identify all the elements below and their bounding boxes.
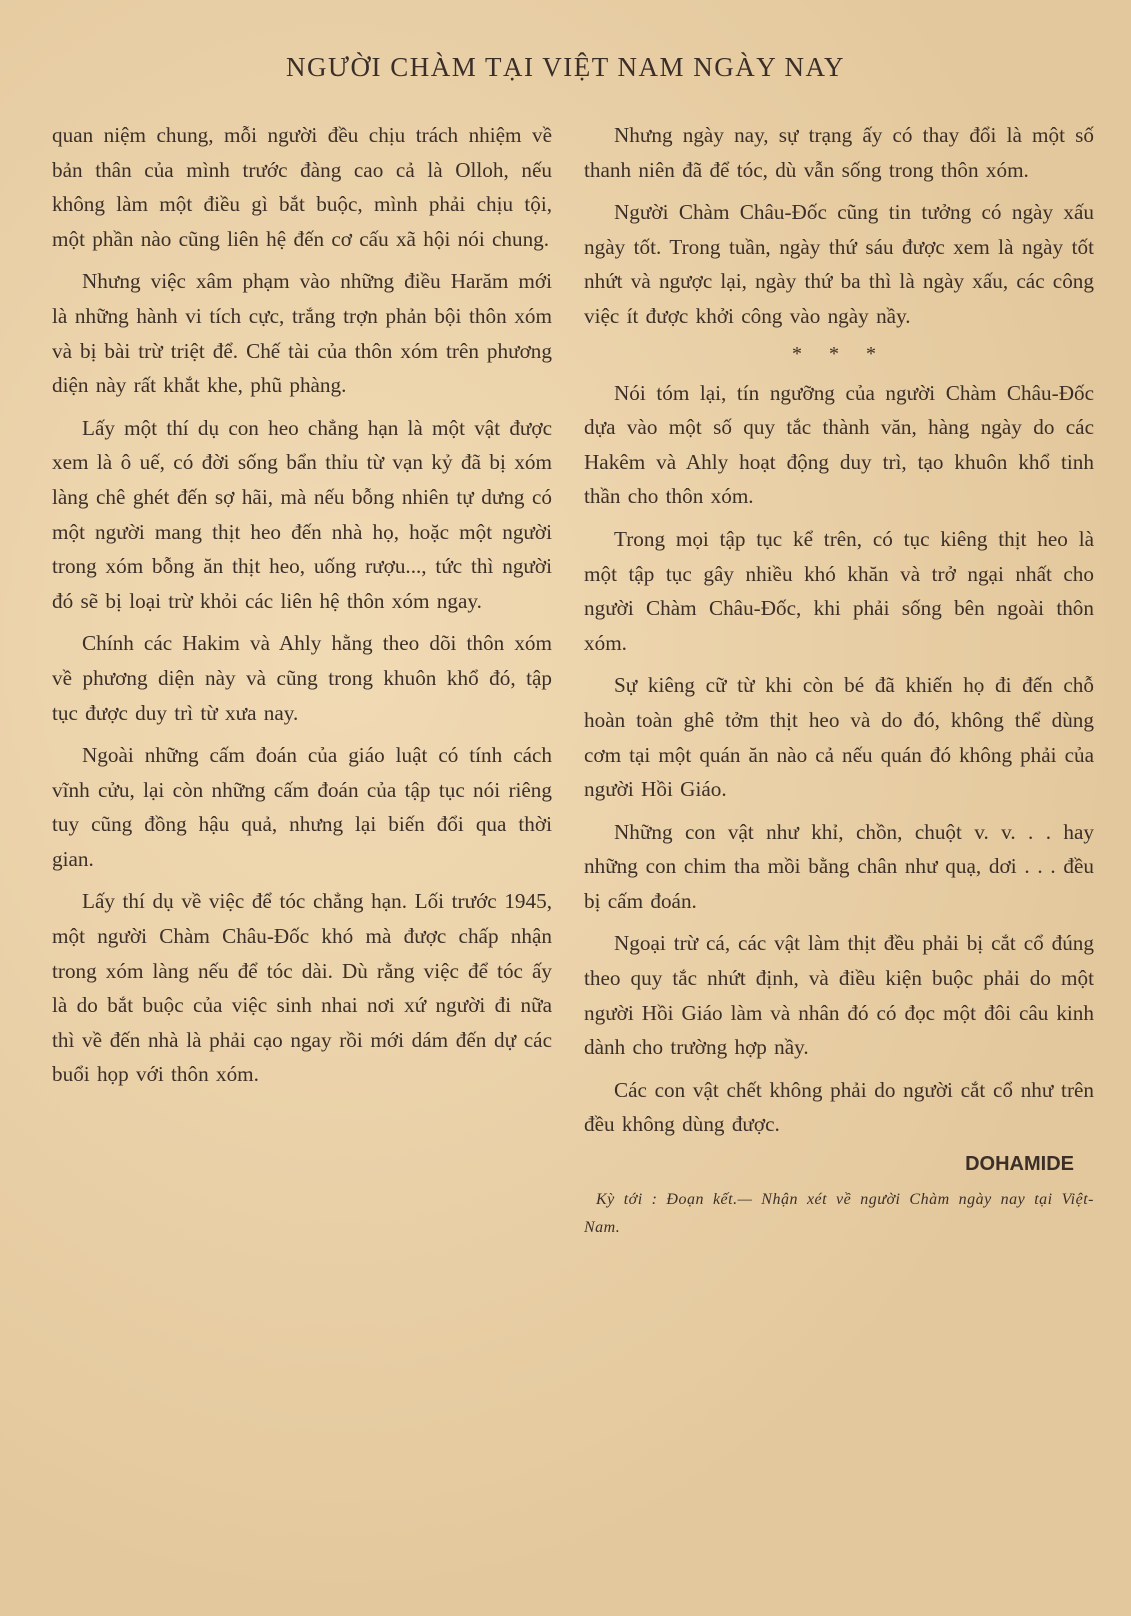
next-issue-note: Kỳ tới : Đoạn kết.— Nhận xét về người Chàm ngày nay tại Việt-Nam. [584,1191,1094,1237]
paragraph: Sự kiêng cữ từ khi còn bé đã khiến họ đi đến chỗ hoàn toàn ghê tởm thịt heo và do đó, không thể dùng cơm tại một quán ăn nào cả nếu quán đó không phải của người Hồi Giáo. [584,673,1094,802]
paragraph: Những con vật như khỉ, chồn, chuột v. v. . . hay những con chim tha mồi bằng chân như quạ, dơi . . . đều bị cấm đoán. [584,819,1094,913]
paragraph: quan niệm chung, mỗi người đều chịu trách nhiệm về bản thân của mình trước đàng cao cả là Olloh, nếu không làm một điều gì bắt buộc, mình phải chịu tội, một phần nào cũng liên hệ đến cơ cấu xã hội nói chung. [52,123,552,251]
paragraph: Các con vật chết không phải do người cắt cổ như trên đều không dùng được. [584,1077,1094,1137]
page-header-title: NGƯỜI CHÀM TẠI VIỆT NAM NGÀY NAY [286,52,845,82]
paragraph: Nhưng việc xâm phạm vào những điều Harăm mới là những hành vi tích cực, trắng trợn phản bội thôn xóm và bị bài trừ triệt để. Chế tài của thôn xóm trên phương diện này rất khắt khe, phũ phàng. [52,269,552,398]
paragraph: Ngoài những cấm đoán của giáo luật có tính cách vĩnh cửu, lại còn những cấm đoán của tập tục nói riêng tuy cũng đồng hậu quả, nhưng lại biến đổi qua thời gian. [52,743,552,871]
paragraph: Lấy thí dụ về việc để tóc chẳng hạn. Lối trước 1945, một người Chàm Châu-Đốc khó mà được chấp nhận trong xóm làng nếu để tóc dài. Dù rằng việc để tóc ấy là do bắt buộc của việc sinh nhai nơi xứ người đi nữa thì về đến nhà là phải cạo ngay rồi mới dám đến dự các buổi họp với thôn xóm. [52,889,552,1087]
author-signature: DOHAMIDE [965,1153,1074,1176]
right-column [584,118,1094,1242]
paragraph: Lấy một thí dụ con heo chẳng hạn là một vật được xem là ô uế, có đời sống bẩn thỉu từ vạn kỷ đã bị xóm làng chê ghét đến sợ hãi, mà nếu bỗng nhiên tự dưng có một người mang thịt heo đến nhà họ, hoặc một người trong xóm bỗng ăn thịt heo, uống rượu..., tức thì người đó sẽ bị loại trừ khỏi các liên hệ thôn xóm ngay. [52,415,552,613]
paragraph: Ngoại trừ cá, các vật làm thịt đều phải bị cắt cổ đúng theo quy tắc nhứt định, và điều kiện buộc phải do một người Hồi Giáo làm và nhân đó có đọc một đôi câu kinh dành cho trường hợp nầy. [584,931,1094,1060]
paragraph: Trong mọi tập tục kể trên, có tục kiêng thịt heo là một tập tục gây nhiều khó khăn và trở ngại nhất cho người Chàm Châu-Đốc, khi phải sống bên ngoài thôn xóm. [584,526,1094,655]
paragraph: Chính các Hakim và Ahly hằng theo dõi thôn xóm về phương diện này và cũng trong khuôn khổ đó, tập tục được duy trì từ xưa nay. [52,631,552,725]
section-separator: * * * [792,342,886,365]
paragraph: Người Chàm Châu-Đốc cũng tin tưởng có ngày xấu ngày tốt. Trong tuần, ngày thứ sáu được xem là ngày tốt nhứt và ngược lại, ngày thứ ba thì là ngày xấu, các công việc ít được khởi công vào ngày nầy. [584,200,1094,328]
left-column [52,118,552,1100]
paragraph: Nói tóm lại, tín ngưỡng của người Chàm Châu-Đốc dựa vào một số quy tắc thành văn, hàng ngày do các Hakêm và Ahly hoạt động duy trì, tạo khuôn khổ tinh thần cho thôn xóm. [584,380,1094,509]
paragraph: Nhưng ngày nay, sự trạng ấy có thay đổi là một số thanh niên đã để tóc, dù vẫn sống trong thôn xóm. [584,123,1094,182]
